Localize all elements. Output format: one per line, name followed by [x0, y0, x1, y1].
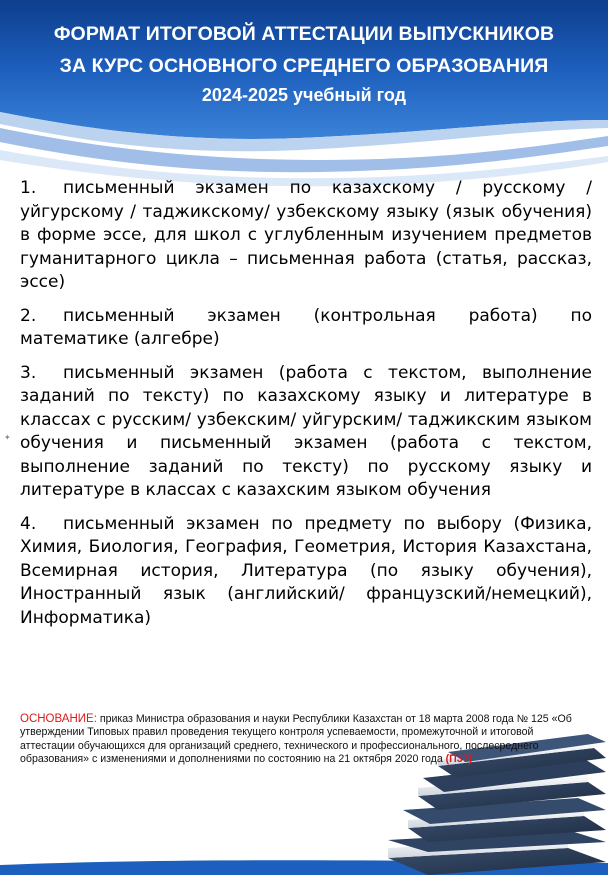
basis-reference: (П37): [445, 753, 473, 766]
item-text: письменный экзамен (работа с текстом, выполнение заданий по тексту) по казахскому языку и литературе в классах с русским/ узбекским/ уйгурским/ таджикским языком обучения и письменный экзамен (работа с текстом, выполнение заданий по тексту) по русскому языку и литературе в классах с казахским языком обучения: [20, 362, 592, 500]
legal-basis-note: [20, 713, 572, 767]
basis-label: ОСНОВАНИЕ:: [20, 713, 97, 725]
academic-year: 2024-2025 учебный год: [201, 85, 407, 105]
small-mark-icon: ✦: [4, 433, 11, 442]
list-item: [20, 513, 592, 631]
exam-list: [20, 177, 592, 640]
list-item: [20, 362, 592, 503]
item-text: письменный экзамен по предмету по выбору (Физика, Химия, Биология, География, Геометрия, История Казахстана, Всемирная история, Литература (по языку обучения), Иностранный язык (английский/ французский/немецкий), Информатика): [20, 513, 592, 628]
title-line-1: ФОРМАТ ИТОГОВОЙ АТТЕСТАЦИИ ВЫПУСКНИКОВ: [53, 23, 555, 45]
item-text: письменный экзамен (контрольная работа) по математике (алгебре): [20, 305, 592, 349]
basis-text: приказ Министра образования и науки Республики Казахстан от 18 марта 2008 года № 125 «Об утверждении Типовых правил проведения текущего контроля успеваемости, промежуточной и итоговой аттестации обучающихся для организаций среднего, технического и профессионального, послесреднего образования» с изменениями и дополнениями по состоянию на 21 октября 2020 года: [20, 713, 572, 766]
poster-title: [0, 18, 608, 108]
item-number: 4.: [20, 513, 37, 534]
title-line-2: ЗА КУРС ОСНОВНОГО СРЕДНЕГО ОБРАЗОВАНИЯ: [59, 55, 549, 77]
list-item: [20, 305, 592, 352]
item-number: 2.: [20, 305, 37, 326]
item-number: 1.: [20, 178, 37, 198]
item-number: 3.: [20, 362, 37, 383]
list-item: [20, 177, 592, 295]
item-text: письменный экзамен по казахскому / русскому / уйгурскому / таджикскому/ узбекскому языку (язык обучения) в форме эссе, для школ с углубленным изучением предметов гуманитарного цикла – письменная работа (статья, рассказ, эссе): [20, 178, 592, 292]
